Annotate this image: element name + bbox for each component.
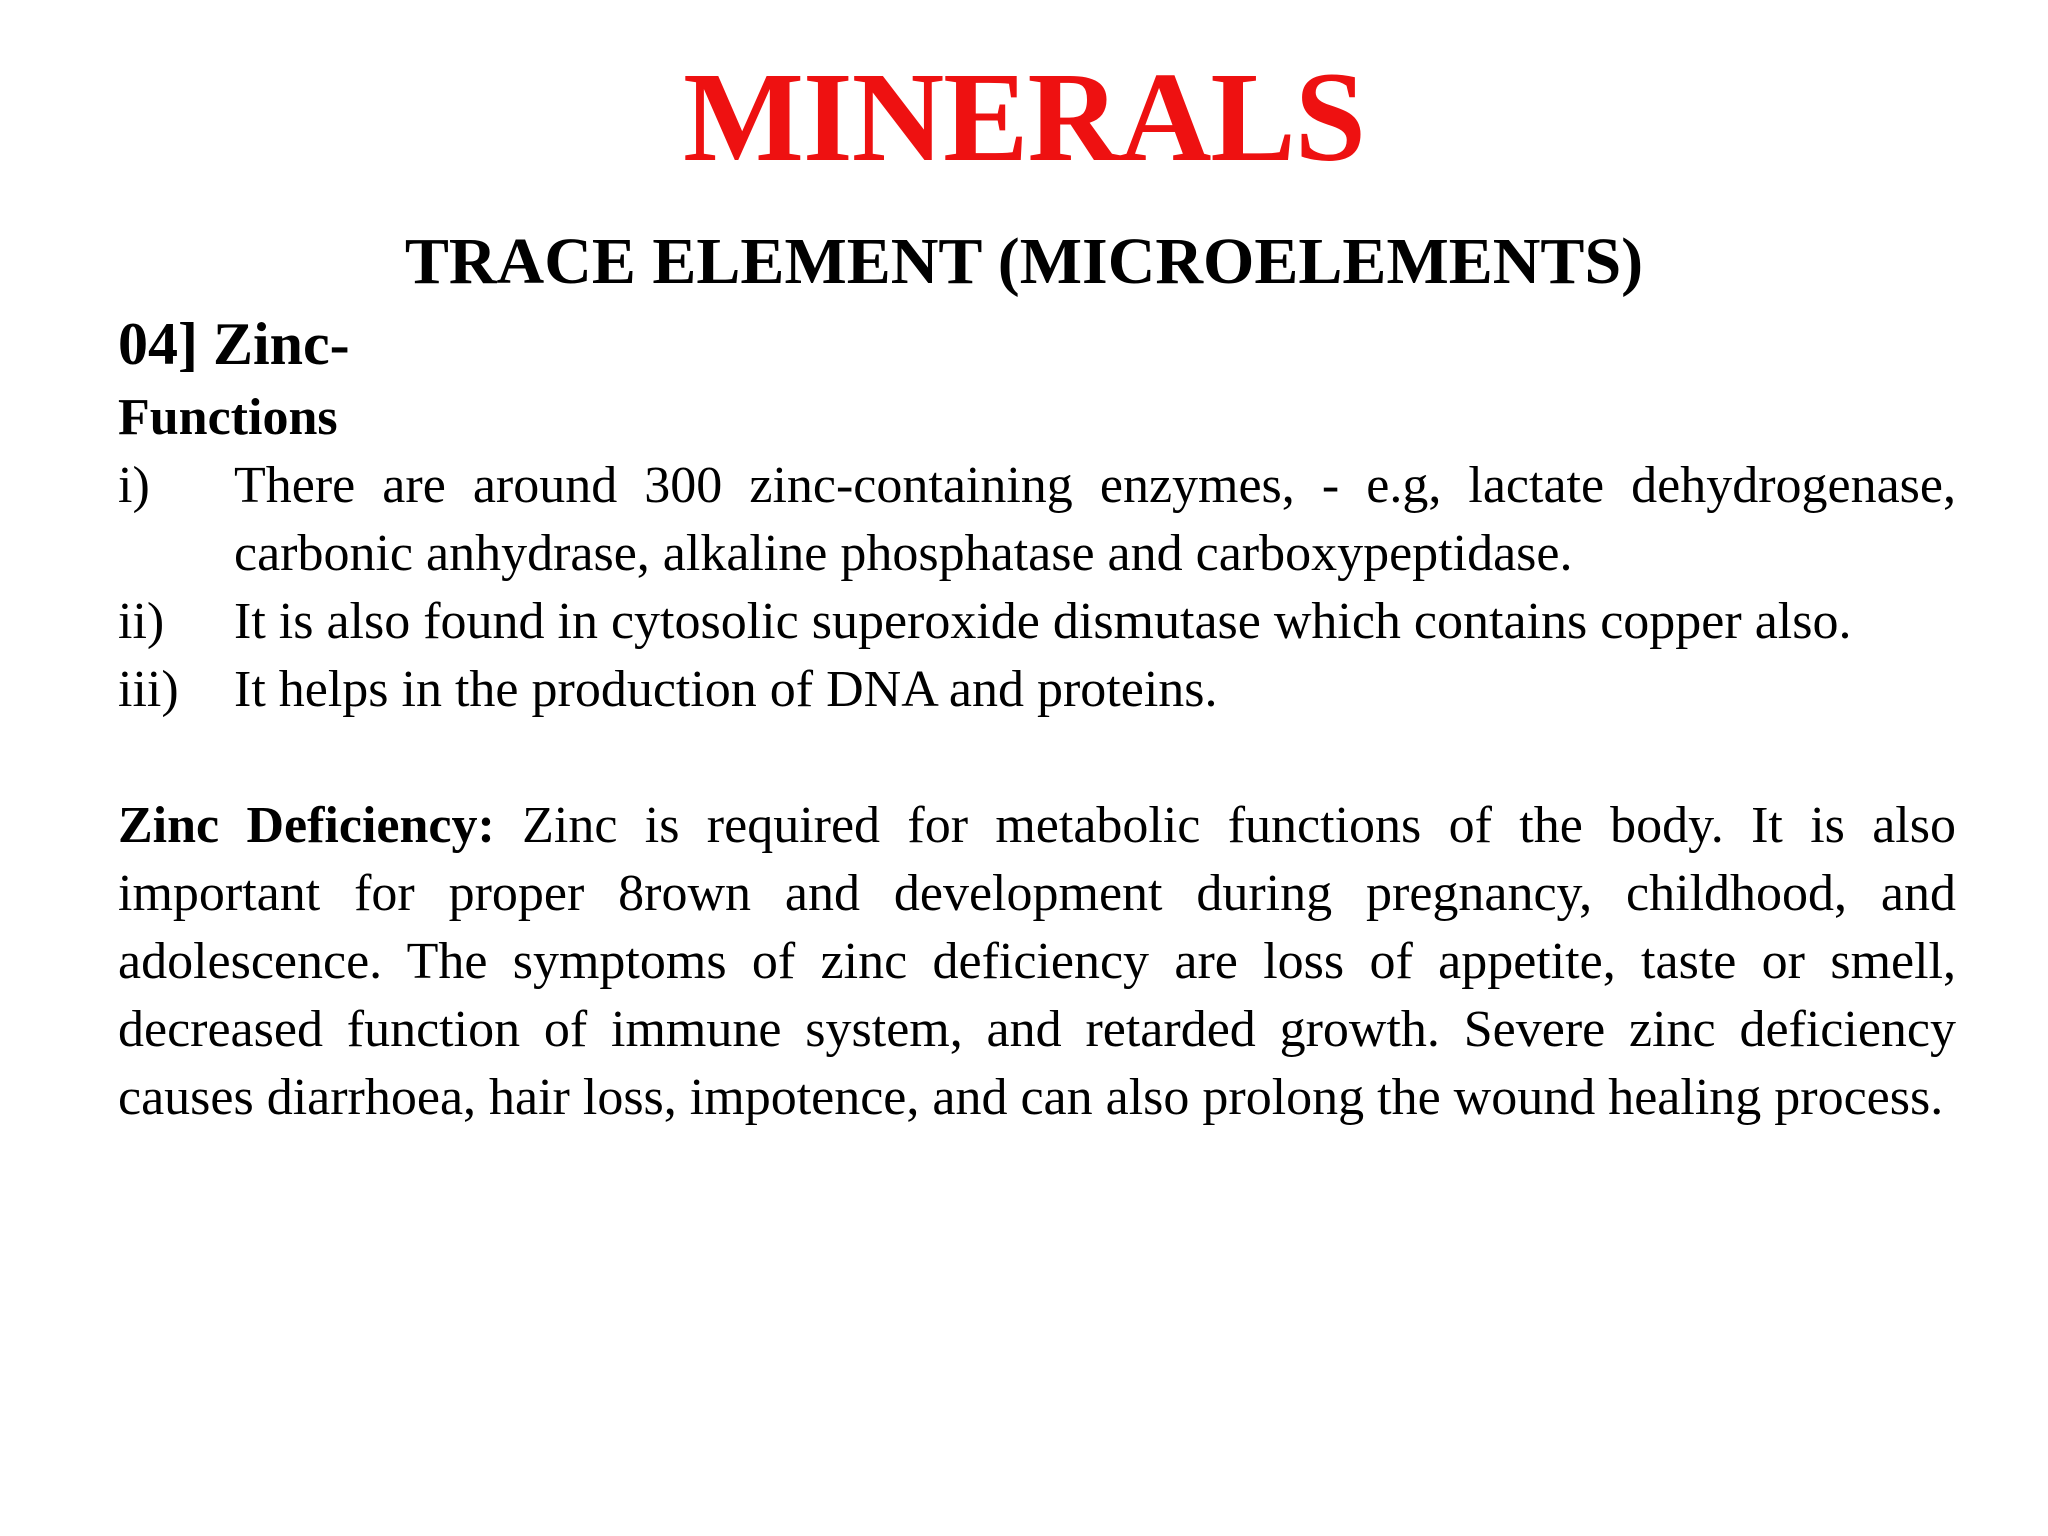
list-item bbox=[118, 588, 1956, 656]
functions-heading: Functions bbox=[118, 389, 338, 446]
deficiency-label: Zinc Deficiency: bbox=[118, 797, 495, 854]
list-marker: i) bbox=[118, 457, 150, 514]
list-marker: ii) bbox=[118, 593, 165, 650]
list-item-text: It is also found in cytosolic superoxide dismutase which contains copper also. bbox=[234, 593, 1852, 650]
page-subtitle: TRACE ELEMENT (MICROELEMENTS) bbox=[404, 225, 1644, 298]
functions-list bbox=[118, 452, 1956, 724]
list-item-text: It helps in the production of DNA and proteins. bbox=[234, 661, 1218, 718]
deficiency-paragraph bbox=[118, 792, 1956, 1132]
spacer bbox=[118, 724, 1956, 792]
list-item bbox=[118, 452, 1956, 588]
list-item-text: There are around 300 zinc-containing enzymes, - e.g, lactate dehydrogenase, carbonic anhydrase, alkaline phosphatase and carboxypeptidase. bbox=[234, 457, 1956, 582]
list-marker: iii) bbox=[118, 661, 179, 718]
deficiency-text: Zinc is required for metabolic functions of the body. It is also important for proper 8rown and development during pregnancy, childhood, and adolescence. The symptoms of zinc deficiency are loss of appetite, taste or smell, decreased function of immune system, and retarded growth. Severe zinc deficiency causes diarrhoea, hair loss, impotence, and can also prolong the wound healing process. bbox=[118, 797, 1956, 1126]
section-heading: 04] Zinc- bbox=[118, 311, 350, 377]
content-area bbox=[118, 304, 1956, 1132]
list-item bbox=[118, 656, 1956, 724]
page-title: MINERALS bbox=[683, 46, 1365, 188]
